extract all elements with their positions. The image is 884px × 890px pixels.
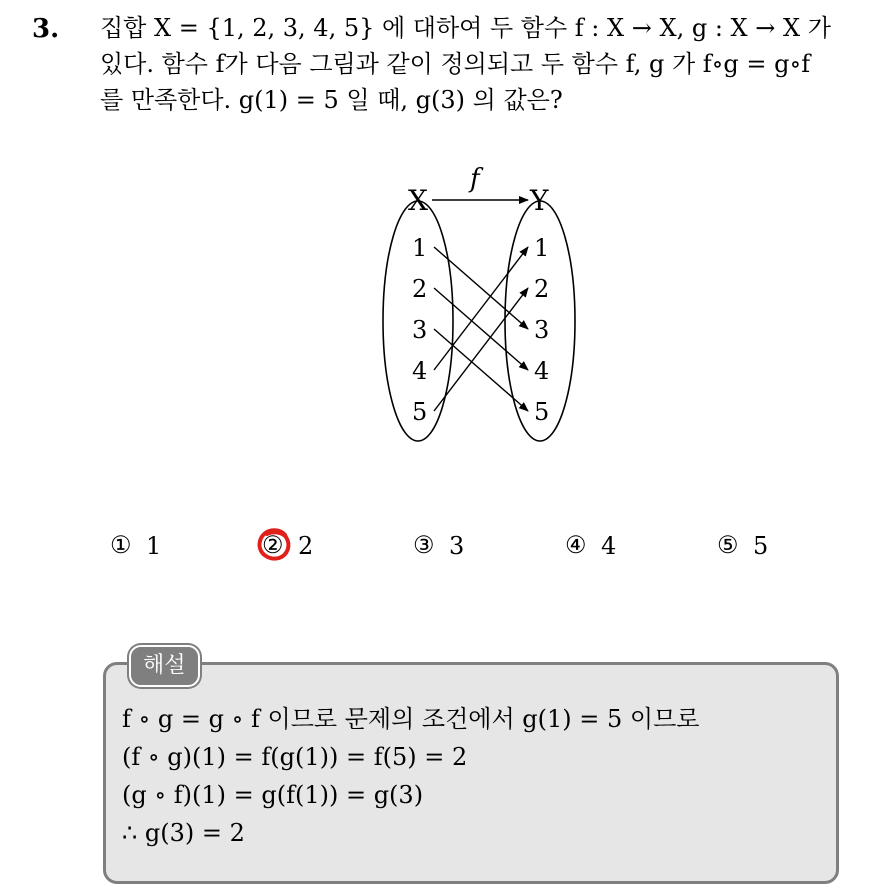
solution-line-4: ∴ g(3) = 2 [122,819,245,847]
domain-element-3: 3 [412,316,428,344]
choice-5[interactable] [717,530,768,561]
choice-1[interactable] [110,530,161,561]
question-line-3: 를 만족한다. g(1) = 5 일 때, g(3) 의 값은? [100,86,563,114]
choice-5-value: 5 [753,531,769,560]
answer-choices [0,530,884,566]
domain-element-5: 5 [412,398,428,426]
codomain-element-5: 5 [534,398,550,426]
codomain-label: Y [530,184,549,217]
domain-element-2: 2 [412,275,428,303]
codomain-element-1: 1 [534,234,550,262]
choice-1-value: 1 [146,531,162,560]
solution-line-3: (g ∘ f)(1) = g(f(1)) = g(3) [122,781,424,809]
choice-4-mark: ④ [565,530,587,559]
question-text [100,10,870,118]
choice-1-mark: ① [110,530,132,559]
answer-circle-icon [255,525,295,565]
codomain-element-3: 3 [534,316,550,344]
question-line-2: 있다. 함수 f가 다음 그림과 같이 정의되고 두 함수 f, g 가 f∘g = g∘f [100,50,811,78]
question-line-1: 집합 X = {1, 2, 3, 4, 5} 에 대하여 두 함수 f : X → X, g : X → X 가 [100,14,831,42]
domain-element-4: 4 [412,357,428,385]
codomain-elements [534,234,549,426]
domain-label: X [408,184,428,217]
choice-2-value: 2 [298,531,314,560]
choice-4[interactable] [565,530,616,561]
domain-element-1: 1 [412,234,428,262]
function-mapping-diagram [370,155,590,450]
choice-3[interactable] [413,530,464,561]
choice-3-mark: ③ [413,530,435,559]
mapping-arrow-4-to-1 [434,247,528,370]
function-label: f [470,164,480,194]
mapping-arrow-5-to-2 [434,288,528,411]
mapping-arrow-2-to-4 [434,288,528,370]
question-number: 3. [32,14,60,44]
codomain-element-2: 2 [534,275,550,303]
choice-2[interactable] [262,530,313,561]
choice-3-value: 3 [449,531,465,560]
mapping-arrow-1-to-3 [434,247,528,329]
solution-text [122,700,699,852]
choice-4-value: 4 [601,531,617,560]
solution-line-1: f ∘ g = g ∘ f 이므로 문제의 조건에서 g(1) = 5 이므로 [122,705,700,733]
solution-line-2: (f ∘ g)(1) = f(g(1)) = f(5) = 2 [122,743,468,771]
choice-2-mark: ② [262,531,292,561]
choice-5-mark: ⑤ [717,530,739,559]
solution-badge: 해설 [129,645,200,687]
domain-elements [412,234,427,426]
mapping-arrow-3-to-5 [434,329,528,411]
codomain-element-4: 4 [534,357,550,385]
